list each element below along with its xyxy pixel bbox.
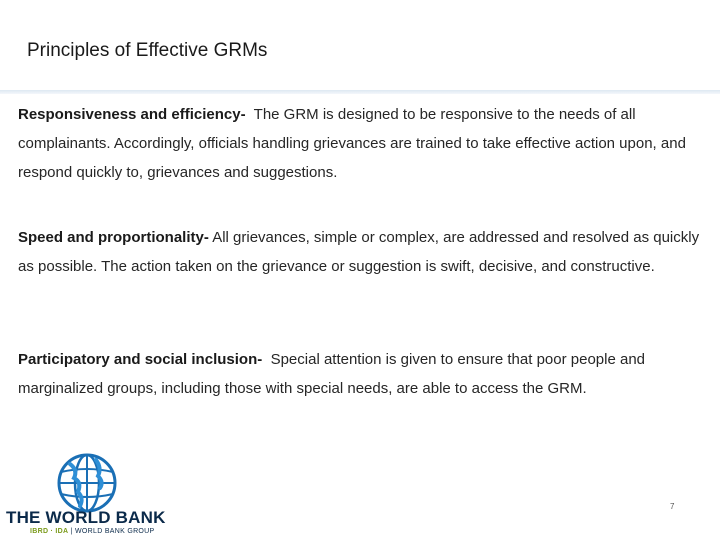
principle-body: The GRM is designed to be responsive to the needs of all complainants. Accordingly, officials handling grievances are trained to take effective action upon, and respond quickly to, grievances and suggestions. bbox=[18, 106, 686, 181]
principle-body: Special attention is given to ensure that poor people and marginalized groups, including those with special needs, are able to access the GRM. bbox=[18, 351, 646, 397]
title-divider bbox=[0, 90, 720, 94]
logo-wordmark: THE WORLD BANK bbox=[6, 508, 166, 527]
principle-participatory bbox=[18, 345, 708, 403]
principle-heading: Speed and proportionality- bbox=[18, 229, 209, 246]
principle-body: All grievances, simple or complex, are addressed and resolved as quickly as possible. The action taken on the grievance or suggestion is swift, decisive, and constructive. bbox=[18, 229, 700, 275]
world-bank-logo bbox=[4, 452, 174, 538]
slide-title: Principles of Effective GRMs bbox=[27, 40, 268, 61]
logo-separator: | bbox=[70, 528, 73, 535]
principle-heading: Participatory and social inclusion- bbox=[18, 351, 263, 368]
page-number: 7 bbox=[670, 502, 675, 511]
principle-speed bbox=[18, 223, 708, 281]
logo-subtitle bbox=[30, 528, 155, 535]
globe-icon bbox=[56, 452, 118, 514]
logo-ibrd: IBRD · IDA bbox=[30, 528, 69, 535]
principle-heading: Responsiveness and efficiency- bbox=[18, 106, 246, 123]
logo-group: WORLD BANK GROUP bbox=[75, 528, 155, 535]
principle-responsiveness bbox=[18, 100, 708, 187]
